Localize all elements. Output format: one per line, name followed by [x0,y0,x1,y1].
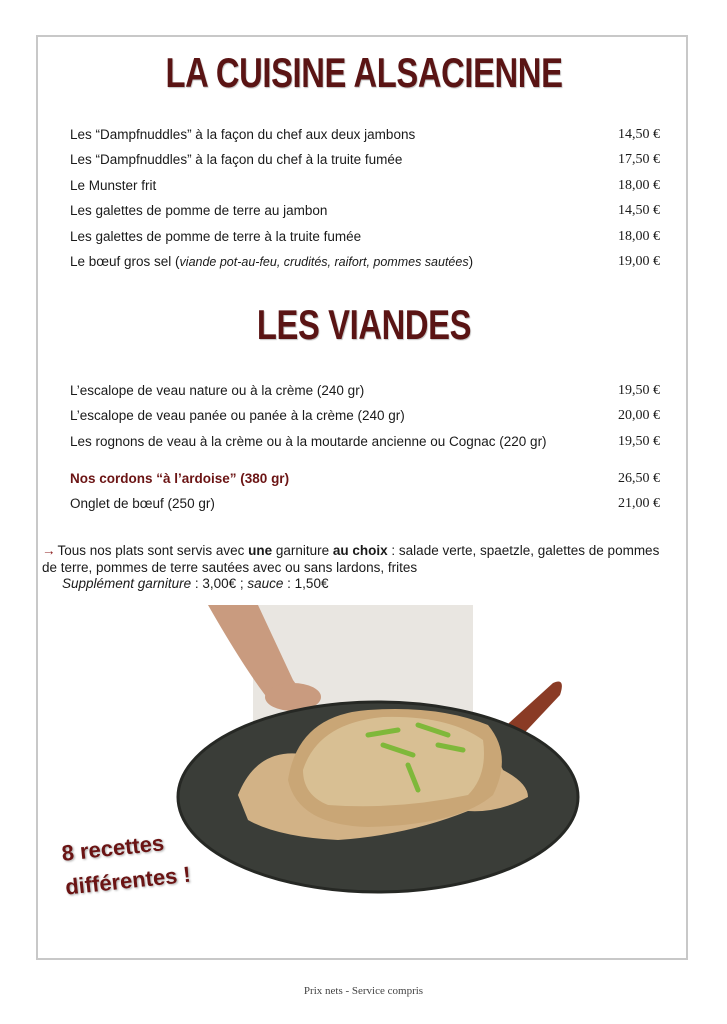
section-title-alsacienne: LA CUISINE ALSACIENNE [165,49,563,96]
dish-name: Les galettes de pomme de terre à la truite fumée [70,229,362,244]
dish-name: Les galettes de pomme de terre au jambon [70,203,328,218]
dish-price: 19,50 € [618,434,660,449]
footer-note: Prix nets - Service compris [303,985,424,997]
dish-name: Le bœuf gros sel (viande pot-au-feu, crudités, raifort, pommes sautées) [70,254,474,269]
dish-price: 14,50 € [618,203,660,218]
dish-price: 14,50 € [618,127,660,142]
dish-name: Les “Dampfnuddles” à la façon du chef à la truite fumée [70,152,403,167]
dish-name: Les rognons de veau à la crème ou à la moutarde ancienne ou Cognac (220 gr) [70,434,547,449]
promo-text: 8 recettes différentes ! [60,830,192,900]
menu-page [36,35,688,960]
dish-detail: viande pot-au-feu, crudités, raifort, pommes sautées [179,255,469,269]
dish-name: L’escalope de veau nature ou à la crème (240 gr) [70,383,365,398]
dish-name: Onglet de bœuf (250 gr) [70,496,215,511]
dish-name: Le Munster frit [70,178,157,193]
garnish-note: → Tous nos plats sont servis avec une garniture au choix : salade verte, spaetzle, galettes de pommes de terre, pommes de terre sautées avec ou sans lardons, frites Supplément garniture : 3,00€ ; sauce : 1,50€ [42,543,672,593]
dish-price: 19,00 € [618,254,660,269]
dish-price: 18,00 € [618,178,660,193]
section-title-viandes: LES VIANDES [256,301,472,348]
dish-name: L’escalope de veau panée ou panée à la crème (240 gr) [70,408,405,423]
dish-price: 26,50 € [618,471,660,486]
dish-price: 19,50 € [618,383,660,398]
dish-name: Nos cordons “à l’ardoise” (380 gr) [70,471,290,486]
supplement-line: Supplément garniture : 3,00€ ; sauce : 1,50€ [62,576,329,591]
dish-name: Les “Dampfnuddles” à la façon du chef aux deux jambons [70,127,416,142]
dish-photo [168,605,588,905]
dish-price: 20,00 € [618,408,660,423]
dish-price: 17,50 € [618,152,660,167]
dish-price: 21,00 € [618,496,660,511]
dish-price: 18,00 € [618,229,660,244]
arrow-icon: → [42,543,56,558]
